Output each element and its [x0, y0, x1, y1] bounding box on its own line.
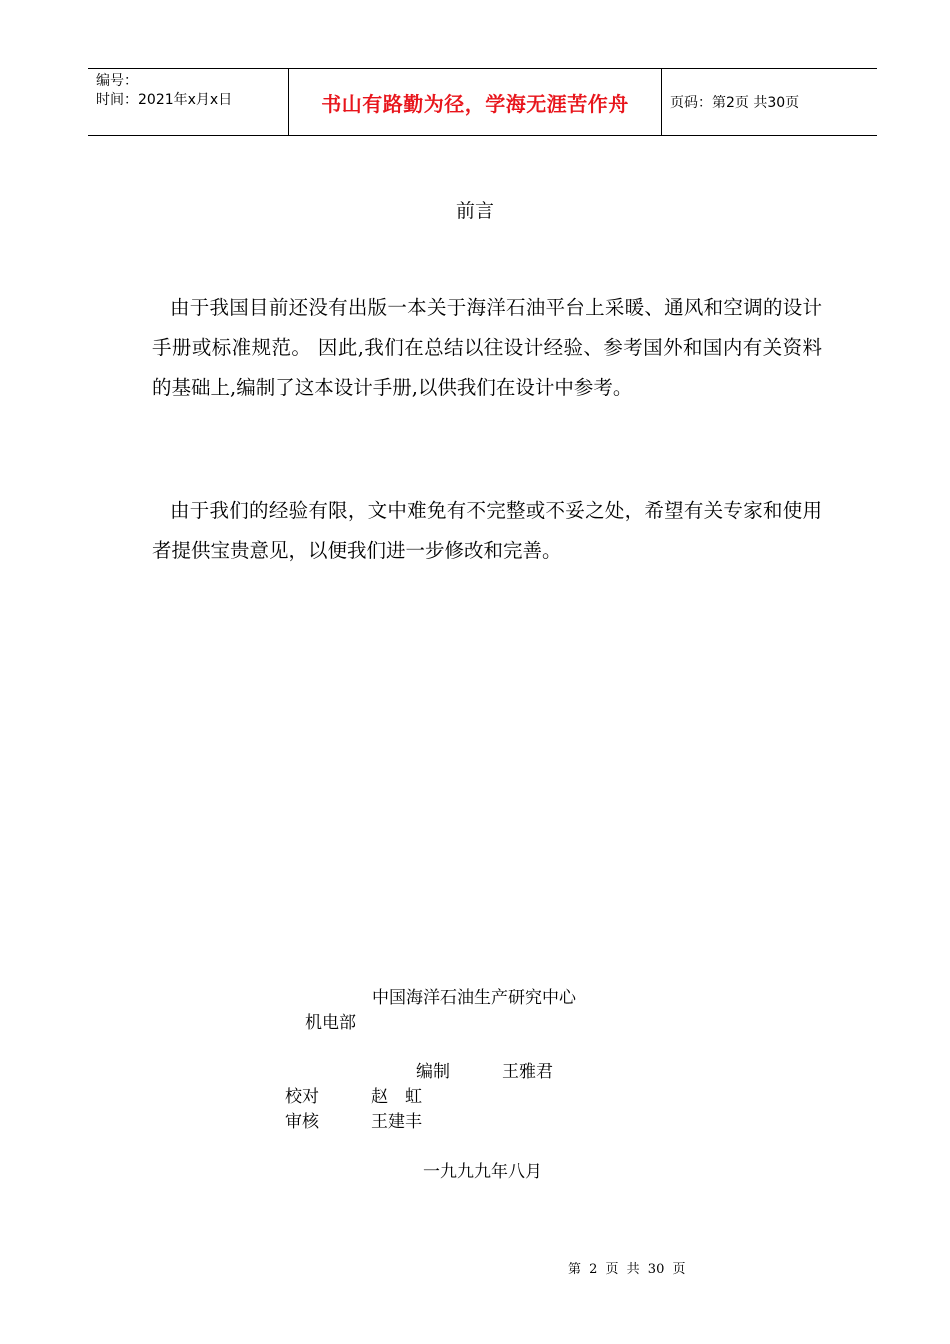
preface-paragraph-1: 由于我国目前还没有出版一本关于海洋石油平台上采暖、通风和空调的设计手册或标准规范。 因此,我们在总结以往设计经验、参考国外和国内有关资料的基础上,编制了这本设计手册,以供我们在设计中参考。 [152, 296, 822, 399]
reviewer-label: 审核 [285, 1112, 319, 1132]
page-header [88, 68, 877, 136]
document-title: 前言 [455, 200, 494, 222]
editor-name: 王雅君 [502, 1062, 553, 1082]
proofreader-name: 赵 虹 [371, 1087, 422, 1107]
proofreader-label: 校对 [285, 1087, 319, 1107]
page-footer: 第 2 页 共 30 页 [568, 1262, 686, 1277]
organization-name: 中国海洋石油生产研究中心 [372, 988, 576, 1008]
editor-label: 编制 [416, 1062, 450, 1082]
document-time-label: 时间：2021年x月x日 [96, 92, 233, 108]
header-motto: 书山有路勤为径，学海无涯苦作舟 [321, 91, 629, 116]
document-date: 一九九九年八月 [423, 1162, 542, 1182]
header-page-info: 页码：第2页 共30页 [670, 95, 800, 111]
header-page-info-cell [662, 69, 877, 135]
document-number-label: 编号： [96, 73, 138, 89]
reviewer-name: 王建丰 [371, 1112, 422, 1132]
department-name: 机电部 [305, 1013, 356, 1033]
header-meta [88, 69, 288, 135]
preface-paragraph-2: 由于我们的经验有限，文中难免有不完整或不妥之处，希望有关专家和使用者提供宝贵意见，以便我们进一步修改和完善。 [152, 499, 822, 562]
header-motto-cell [288, 69, 662, 135]
